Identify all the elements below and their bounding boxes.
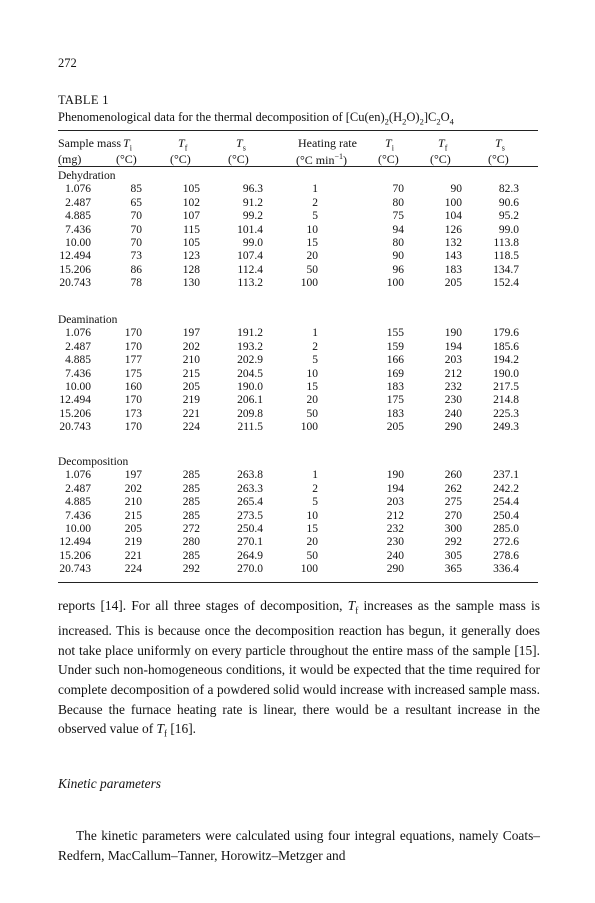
cell-ts-2: 278.6 xyxy=(493,549,519,562)
cell-ti-1: 70 xyxy=(130,210,142,223)
cell-sample-mass: 12.494 xyxy=(59,250,91,263)
cell-ti-2: 205 xyxy=(386,421,404,434)
cell-sample-mass: 15.206 xyxy=(59,263,91,276)
cell-tf-2: 104 xyxy=(444,210,462,223)
cell-ti-1: 221 xyxy=(124,549,142,562)
cell-ti-2: 80 xyxy=(392,237,404,249)
cell-tf-2: 270 xyxy=(444,509,462,522)
cell-ts-2: 250.4 xyxy=(493,509,519,522)
cell-heating-rate: 15 xyxy=(306,523,318,535)
cell-ti-1: 70 xyxy=(130,237,142,249)
cell-sample-mass: 1.076 xyxy=(65,183,91,196)
header-sample-mass-unit: (mg) xyxy=(58,152,82,166)
cell-tf-1: 210 xyxy=(182,354,200,367)
cell-ts-1: 99.0 xyxy=(242,237,263,249)
cell-ti-2: 175 xyxy=(386,394,404,407)
table-row xyxy=(0,381,595,394)
cell-sample-mass: 7.436 xyxy=(65,509,91,522)
cell-ts-2: 336.4 xyxy=(493,563,519,576)
cell-tf-2: 260 xyxy=(444,469,462,482)
header-ts-2-unit: (°C) xyxy=(488,152,509,166)
header-heating-rate-unit: (°C $\min^{-1}$) xyxy=(296,152,347,167)
section-heading: Kinetic parameters xyxy=(58,776,162,791)
table-row xyxy=(0,496,595,509)
cell-ts-1: 112.4 xyxy=(237,263,263,276)
cell-heating-rate: 20 xyxy=(306,250,318,263)
table-label: TABLE 1 xyxy=(58,93,109,107)
cell-ti-2: 183 xyxy=(386,381,404,393)
cell-tf-1: 221 xyxy=(182,407,200,420)
header-heating-rate: Heating rate xyxy=(298,136,357,150)
cell-ts-2: 190.0 xyxy=(493,367,519,380)
cell-ti-1: 170 xyxy=(124,394,142,407)
cell-ti-1: 170 xyxy=(124,340,142,353)
cell-ts-1: 263.3 xyxy=(237,482,263,495)
body-paragraph-2: The kinetic parameters were calculated using four integral equations, namely Coats–Redfern, MacCallum–Tanner, Horowitz–Metzger and xyxy=(58,828,540,863)
table-row xyxy=(0,523,595,536)
table-row xyxy=(0,327,595,340)
cell-sample-mass: 2.487 xyxy=(65,340,91,353)
cell-sample-mass: 4.885 xyxy=(65,354,91,367)
cell-heating-rate: 100 xyxy=(300,277,318,290)
cell-heating-rate: 50 xyxy=(306,263,318,276)
cell-ts-1: 191.2 xyxy=(237,327,263,340)
cell-heating-rate: 5 xyxy=(312,210,318,223)
cell-heating-rate: 2 xyxy=(312,196,318,209)
cell-sample-mass: 2.487 xyxy=(65,196,91,209)
cell-ts-2: 134.7 xyxy=(493,263,519,276)
cell-heating-rate: 5 xyxy=(312,496,318,509)
cell-heating-rate: 2 xyxy=(312,340,318,353)
header-ti-2: $T_i$ xyxy=(385,136,394,153)
header-ti-2-unit: (°C) xyxy=(378,152,399,166)
cell-ti-1: 197 xyxy=(124,469,142,482)
cell-ts-1: 211.5 xyxy=(237,421,263,434)
cell-ts-2: 194.2 xyxy=(493,354,519,367)
cell-tf-1: 105 xyxy=(182,183,200,196)
cell-heating-rate: 10 xyxy=(306,223,318,236)
cell-ti-2: 166 xyxy=(386,354,404,367)
cell-tf-1: 292 xyxy=(182,563,200,576)
cell-ts-1: 209.8 xyxy=(237,407,263,420)
cell-ts-1: 250.4 xyxy=(237,523,263,535)
table-row xyxy=(0,183,595,196)
cell-ti-1: 173 xyxy=(124,407,142,420)
cell-tf-1: 272 xyxy=(182,523,200,535)
cell-heating-rate: 20 xyxy=(306,394,318,407)
cell-ts-2: 179.6 xyxy=(493,327,519,340)
header-ts-2: $T_s$ xyxy=(495,136,505,153)
table-row xyxy=(0,250,595,263)
cell-heating-rate: 2 xyxy=(312,482,318,495)
cell-sample-mass: 20.743 xyxy=(59,277,91,290)
cell-ts-2: 254.4 xyxy=(493,496,519,509)
cell-ti-2: 240 xyxy=(386,549,404,562)
cell-heating-rate: 15 xyxy=(306,237,318,249)
cell-ts-2: 152.4 xyxy=(493,277,519,290)
cell-ti-1: 160 xyxy=(124,381,142,393)
cell-sample-mass: 2.487 xyxy=(65,482,91,495)
cell-ts-2: 185.6 xyxy=(493,340,519,353)
table-row xyxy=(0,277,595,290)
cell-tf-2: 232 xyxy=(444,381,462,393)
cell-tf-1: 197 xyxy=(182,327,200,340)
cell-ts-1: 91.2 xyxy=(242,196,263,209)
cell-ts-1: 202.9 xyxy=(237,354,263,367)
cell-tf-2: 290 xyxy=(444,421,462,434)
cell-tf-2: 275 xyxy=(444,496,462,509)
cell-sample-mass: 15.206 xyxy=(59,549,91,562)
cell-sample-mass: 12.494 xyxy=(59,536,91,549)
cell-ti-2: 70 xyxy=(392,183,404,196)
cell-ti-1: 202 xyxy=(124,482,142,495)
cell-tf-2: 212 xyxy=(444,367,462,380)
cell-tf-1: 280 xyxy=(182,536,200,549)
cell-tf-2: 126 xyxy=(444,223,462,236)
cell-ts-1: 107.4 xyxy=(237,250,263,263)
cell-tf-1: 215 xyxy=(182,367,200,380)
cell-ts-2: 214.8 xyxy=(493,394,519,407)
table-row xyxy=(0,421,595,434)
cell-heating-rate: 5 xyxy=(312,354,318,367)
table-row xyxy=(0,536,595,549)
cell-ti-1: 177 xyxy=(124,354,142,367)
cell-heating-rate: 100 xyxy=(300,563,318,576)
header-tf-2-unit: (°C) xyxy=(430,152,451,166)
cell-ti-2: 94 xyxy=(392,223,404,236)
cell-sample-mass: 7.436 xyxy=(65,223,91,236)
cell-ti-2: 230 xyxy=(386,536,404,549)
cell-sample-mass: 1.076 xyxy=(65,469,91,482)
cell-tf-1: 123 xyxy=(182,250,200,263)
cell-tf-1: 102 xyxy=(182,196,200,209)
cell-ti-2: 183 xyxy=(386,407,404,420)
cell-ti-1: 78 xyxy=(130,277,142,290)
cell-sample-mass: 4.885 xyxy=(65,210,91,223)
cell-sample-mass: 10.00 xyxy=(65,523,91,535)
table-bottom-rule xyxy=(58,582,538,583)
cell-ti-1: 175 xyxy=(124,367,142,380)
cell-heating-rate: 50 xyxy=(306,549,318,562)
cell-tf-1: 130 xyxy=(182,277,200,290)
table-row xyxy=(0,483,595,496)
cell-heating-rate: 20 xyxy=(306,536,318,549)
table-top-rule xyxy=(58,130,538,131)
cell-ti-1: 85 xyxy=(130,183,142,196)
cell-heating-rate: 50 xyxy=(306,407,318,420)
table-row xyxy=(0,237,595,250)
cell-ts-2: 82.3 xyxy=(498,183,519,196)
cell-heating-rate: 15 xyxy=(306,381,318,393)
cell-tf-2: 190 xyxy=(444,327,462,340)
cell-tf-2: 262 xyxy=(444,482,462,495)
cell-ti-1: 170 xyxy=(124,421,142,434)
cell-sample-mass: 7.436 xyxy=(65,367,91,380)
cell-ts-2: 242.2 xyxy=(493,482,519,495)
cell-tf-2: 143 xyxy=(444,250,462,263)
cell-ts-1: 101.4 xyxy=(237,223,263,236)
cell-tf-2: 365 xyxy=(444,563,462,576)
header-ts-1-unit: (°C) xyxy=(228,152,249,166)
cell-tf-2: 194 xyxy=(444,340,462,353)
cell-ts-1: 270.0 xyxy=(237,563,263,576)
cell-sample-mass: 20.743 xyxy=(59,421,91,434)
cell-sample-mass: 10.00 xyxy=(65,237,91,249)
cell-ti-2: 80 xyxy=(392,196,404,209)
cell-heating-rate: 1 xyxy=(312,183,318,196)
cell-ts-1: 270.1 xyxy=(237,536,263,549)
cell-ts-2: 113.8 xyxy=(493,237,519,249)
cell-ts-2: 249.3 xyxy=(493,421,519,434)
cell-ti-1: 86 xyxy=(130,263,142,276)
cell-ts-1: 190.0 xyxy=(237,381,263,393)
body-paragraph: reports [14]. For all three stages of decomposition, $T_f$ increases as the sample mass is increased. This is because once the decomposition reaction has begun, it generally does not take place uniformly on every particle throughout the entire mass of the sample [15]. Under such non-homogeneous conditions, it would be expected that the time required for complete decomposition of a powdered solid would increase with increased sample mass. Because the furnace heating rate is linear, there would be a resultant increase in the observed value of $T_f$ [16]. xyxy=(58,598,540,739)
cell-ti-2: 290 xyxy=(386,563,404,576)
cell-ts-2: 99.0 xyxy=(498,223,519,236)
cell-ti-1: 205 xyxy=(124,523,142,535)
cell-tf-1: 107 xyxy=(182,210,200,223)
cell-ti-1: 170 xyxy=(124,327,142,340)
cell-tf-2: 183 xyxy=(444,263,462,276)
cell-sample-mass: 12.494 xyxy=(59,394,91,407)
cell-ts-2: 285.0 xyxy=(493,523,519,535)
cell-ti-1: 224 xyxy=(124,563,142,576)
cell-ts-1: 96.3 xyxy=(242,183,263,196)
section-label-dehydration: Dehydration xyxy=(58,170,116,182)
cell-ti-1: 73 xyxy=(130,250,142,263)
cell-ti-1: 219 xyxy=(124,536,142,549)
cell-heating-rate: 1 xyxy=(312,327,318,340)
header-tf-2: $T_f$ xyxy=(438,136,448,153)
cell-ti-2: 194 xyxy=(386,482,404,495)
cell-ti-2: 100 xyxy=(386,277,404,290)
cell-ts-2: 90.6 xyxy=(498,196,519,209)
cell-tf-1: 285 xyxy=(182,469,200,482)
cell-ti-2: 212 xyxy=(386,509,404,522)
table-row xyxy=(0,197,595,210)
cell-tf-1: 202 xyxy=(182,340,200,353)
cell-tf-1: 285 xyxy=(182,482,200,495)
header-ti-1-unit: (°C) xyxy=(116,152,137,166)
table-row xyxy=(0,563,595,576)
table-row xyxy=(0,354,595,367)
cell-heating-rate: 1 xyxy=(312,469,318,482)
cell-ti-2: 75 xyxy=(392,210,404,223)
cell-sample-mass: 4.885 xyxy=(65,496,91,509)
cell-ti-2: 155 xyxy=(386,327,404,340)
cell-ts-2: 95.2 xyxy=(498,210,519,223)
cell-sample-mass: 1.076 xyxy=(65,327,91,340)
table-caption: Phenomenological data for the thermal decomposition of $[Cu(en)_2(H_2O)_2]C_2O_4$ xyxy=(58,110,454,127)
cell-tf-2: 240 xyxy=(444,407,462,420)
cell-tf-1: 205 xyxy=(182,381,200,393)
table-row xyxy=(0,210,595,223)
cell-ts-1: 264.9 xyxy=(237,549,263,562)
table-row xyxy=(0,224,595,237)
cell-tf-1: 128 xyxy=(182,263,200,276)
cell-ti-2: 190 xyxy=(386,469,404,482)
cell-sample-mass: 10.00 xyxy=(65,381,91,393)
cell-tf-2: 292 xyxy=(444,536,462,549)
cell-tf-1: 224 xyxy=(182,421,200,434)
cell-ts-1: 193.2 xyxy=(237,340,263,353)
header-tf-1-unit: (°C) xyxy=(170,152,191,166)
cell-tf-1: 285 xyxy=(182,549,200,562)
section-label-deamination: Deamination xyxy=(58,314,118,326)
cell-tf-1: 285 xyxy=(182,496,200,509)
cell-tf-2: 100 xyxy=(444,196,462,209)
table-row xyxy=(0,341,595,354)
cell-ti-2: 203 xyxy=(386,496,404,509)
cell-tf-2: 90 xyxy=(450,183,462,196)
cell-ts-2: 217.5 xyxy=(493,381,519,393)
header-tf-1: $T_f$ xyxy=(178,136,188,153)
cell-heating-rate: 100 xyxy=(300,421,318,434)
cell-ts-2: 225.3 xyxy=(493,407,519,420)
header-ts-1: $T_s$ xyxy=(236,136,246,153)
cell-ti-2: 169 xyxy=(386,367,404,380)
cell-ti-1: 215 xyxy=(124,509,142,522)
table-row xyxy=(0,368,595,381)
cell-ti-1: 210 xyxy=(124,496,142,509)
cell-heating-rate: 10 xyxy=(306,367,318,380)
section-label-decomposition: Decomposition xyxy=(58,456,129,468)
cell-ti-2: 90 xyxy=(392,250,404,263)
table-row xyxy=(0,394,595,407)
cell-ti-1: 70 xyxy=(130,223,142,236)
cell-ts-1: 113.2 xyxy=(237,277,263,290)
header-ti-1: $T_i$ xyxy=(123,136,132,153)
cell-ts-2: 118.5 xyxy=(493,250,519,263)
cell-tf-2: 203 xyxy=(444,354,462,367)
cell-heating-rate: 10 xyxy=(306,509,318,522)
cell-ti-2: 232 xyxy=(386,523,404,535)
cell-tf-1: 219 xyxy=(182,394,200,407)
cell-ts-1: 206.1 xyxy=(237,394,263,407)
header-sample-mass: Sample mass xyxy=(58,136,121,150)
cell-ti-2: 96 xyxy=(392,263,404,276)
cell-tf-2: 205 xyxy=(444,277,462,290)
cell-ts-1: 99.2 xyxy=(242,210,263,223)
table-row xyxy=(0,408,595,421)
table-row xyxy=(0,469,595,482)
cell-ts-1: 273.5 xyxy=(237,509,263,522)
table-row xyxy=(0,550,595,563)
cell-sample-mass: 15.206 xyxy=(59,407,91,420)
table-header-rule xyxy=(58,166,538,167)
cell-sample-mass: 20.743 xyxy=(59,563,91,576)
cell-tf-1: 115 xyxy=(183,223,200,236)
cell-ts-1: 204.5 xyxy=(237,367,263,380)
cell-tf-2: 300 xyxy=(444,523,462,535)
cell-ts-1: 265.4 xyxy=(237,496,263,509)
cell-ti-1: 65 xyxy=(130,196,142,209)
cell-tf-2: 305 xyxy=(444,549,462,562)
cell-tf-1: 105 xyxy=(182,237,200,249)
cell-tf-1: 285 xyxy=(182,509,200,522)
page-number: 272 xyxy=(58,56,77,70)
cell-ts-2: 237.1 xyxy=(493,469,519,482)
table-row xyxy=(0,510,595,523)
cell-ts-1: 263.8 xyxy=(237,469,263,482)
cell-tf-2: 230 xyxy=(444,394,462,407)
cell-ti-2: 159 xyxy=(386,340,404,353)
cell-ts-2: 272.6 xyxy=(493,536,519,549)
cell-tf-2: 132 xyxy=(444,237,462,249)
table-row xyxy=(0,264,595,277)
